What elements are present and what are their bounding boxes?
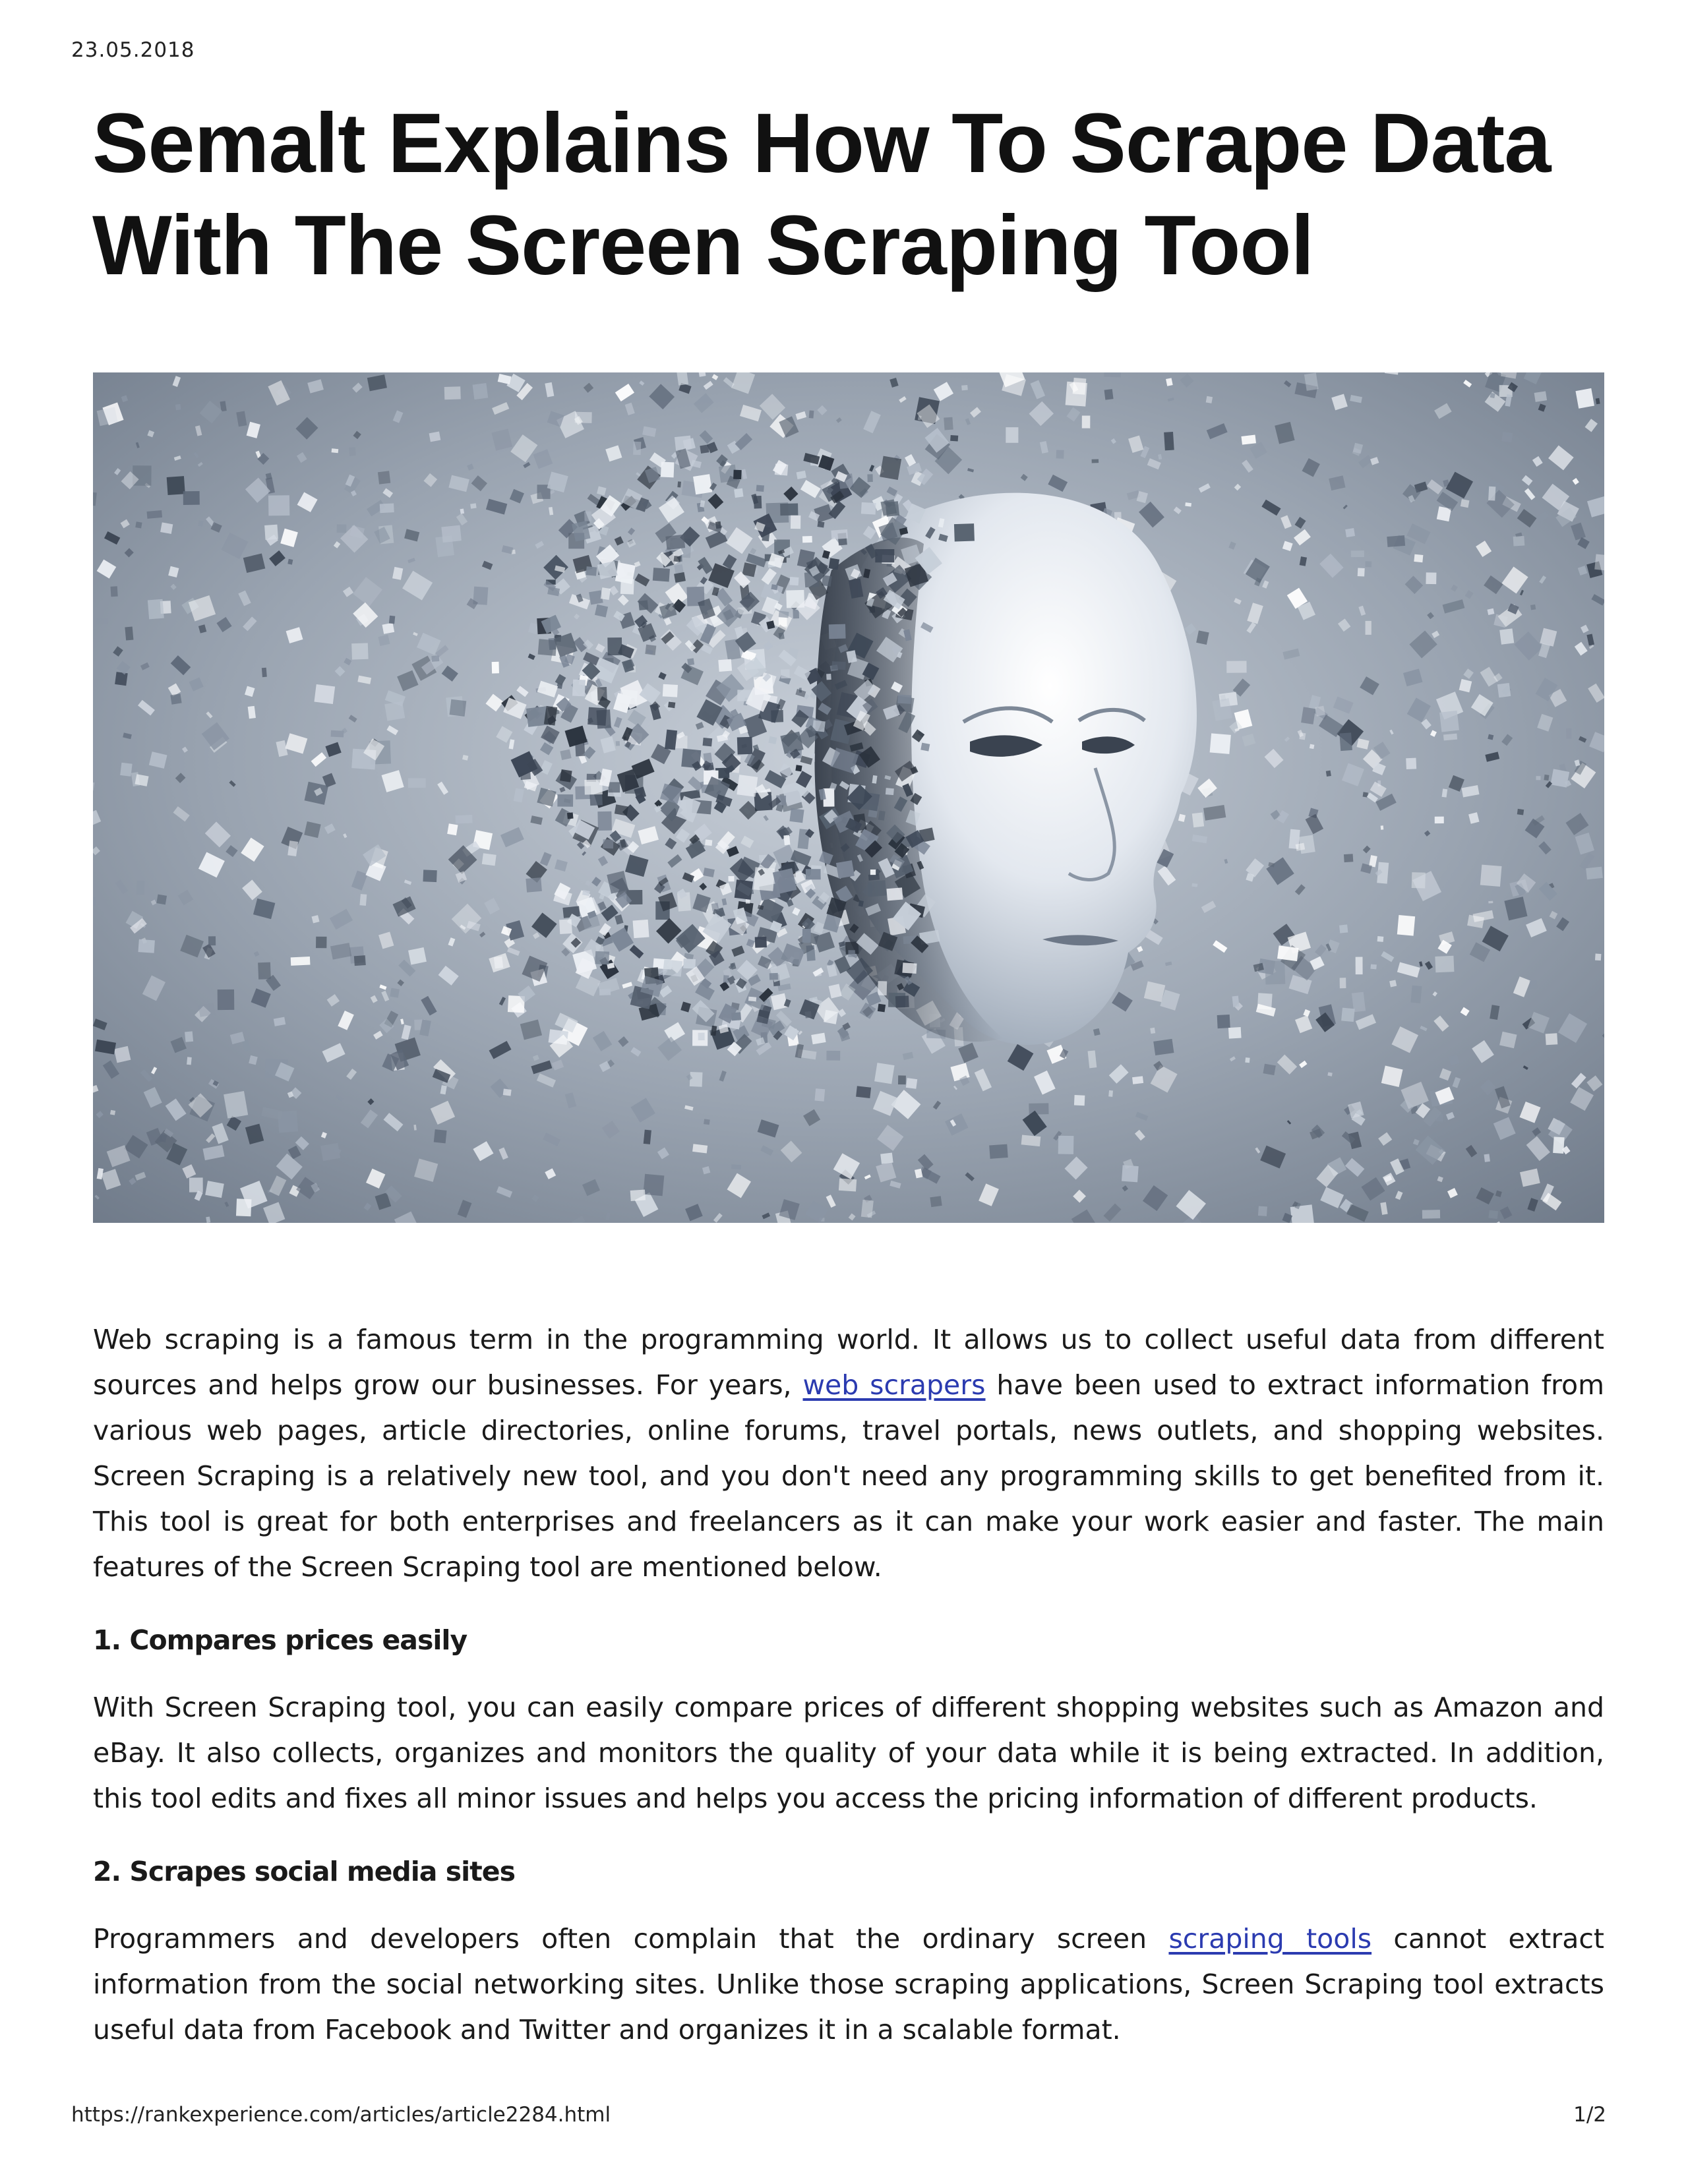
article-title: Semalt Explains How To Scrape Data With The Screen Scraping Tool — [92, 96, 1551, 293]
section-heading: 2. Scrapes social media sites — [93, 1856, 515, 1887]
page-number: 1/2 — [1573, 2103, 1606, 2127]
intro-paragraph — [93, 1317, 1604, 1590]
section-text-before-link: Programmers and developers often complain that the ordinary screen — [93, 1923, 1169, 1955]
intro-text-before-link: Web scraping is a famous term in the programming world. It allows us to collect useful data from different sources and helps grow our businesses. For years, — [93, 1324, 1604, 1401]
section-paragraph — [93, 1916, 1604, 2053]
section-social-media — [93, 1852, 1604, 2053]
section-text-after-link: cannot extract information from the social networking sites. Unlike those scraping applications, Screen Scraping tool extracts useful data from Facebook and Twitter and organizes it in a scalable format. — [93, 1923, 1604, 2046]
scraping-tools-link[interactable]: scraping tools — [1168, 1923, 1372, 1955]
intro-text-after-link: have been used to extract information from various web pages, article directories, online forums, travel portals, news outlets, and shopping websites. Screen Scraping is a relatively new tool, and you don't need any programming skills to get benefited from it. This tool is great for both enterprises and freelancers as it can make your work easier and faster. The main features of the Screen Scraping tool are mentioned below. — [93, 1369, 1605, 1583]
web-scrapers-link[interactable]: web scrapers — [802, 1369, 986, 1401]
disintegrating-face-image — [93, 372, 1604, 1223]
section-paragraph: With Screen Scraping tool, you can easily compare prices of different shopping websites such as Amazon and eBay. It also collects, organizes and monitors the quality of your data while it is being extracted. In addition, this tool edits and fixes all minor issues and helps you access the pricing information of different products. — [93, 1692, 1604, 1814]
section-compares-prices — [93, 1620, 1604, 1821]
section-heading: 1. Compares prices easily — [93, 1624, 467, 1656]
hero-image — [93, 372, 1604, 1223]
page-url: https://rankexperience.com/articles/article2284.html — [71, 2103, 611, 2127]
print-date: 23.05.2018 — [71, 38, 195, 62]
article-body — [93, 1317, 1604, 2083]
